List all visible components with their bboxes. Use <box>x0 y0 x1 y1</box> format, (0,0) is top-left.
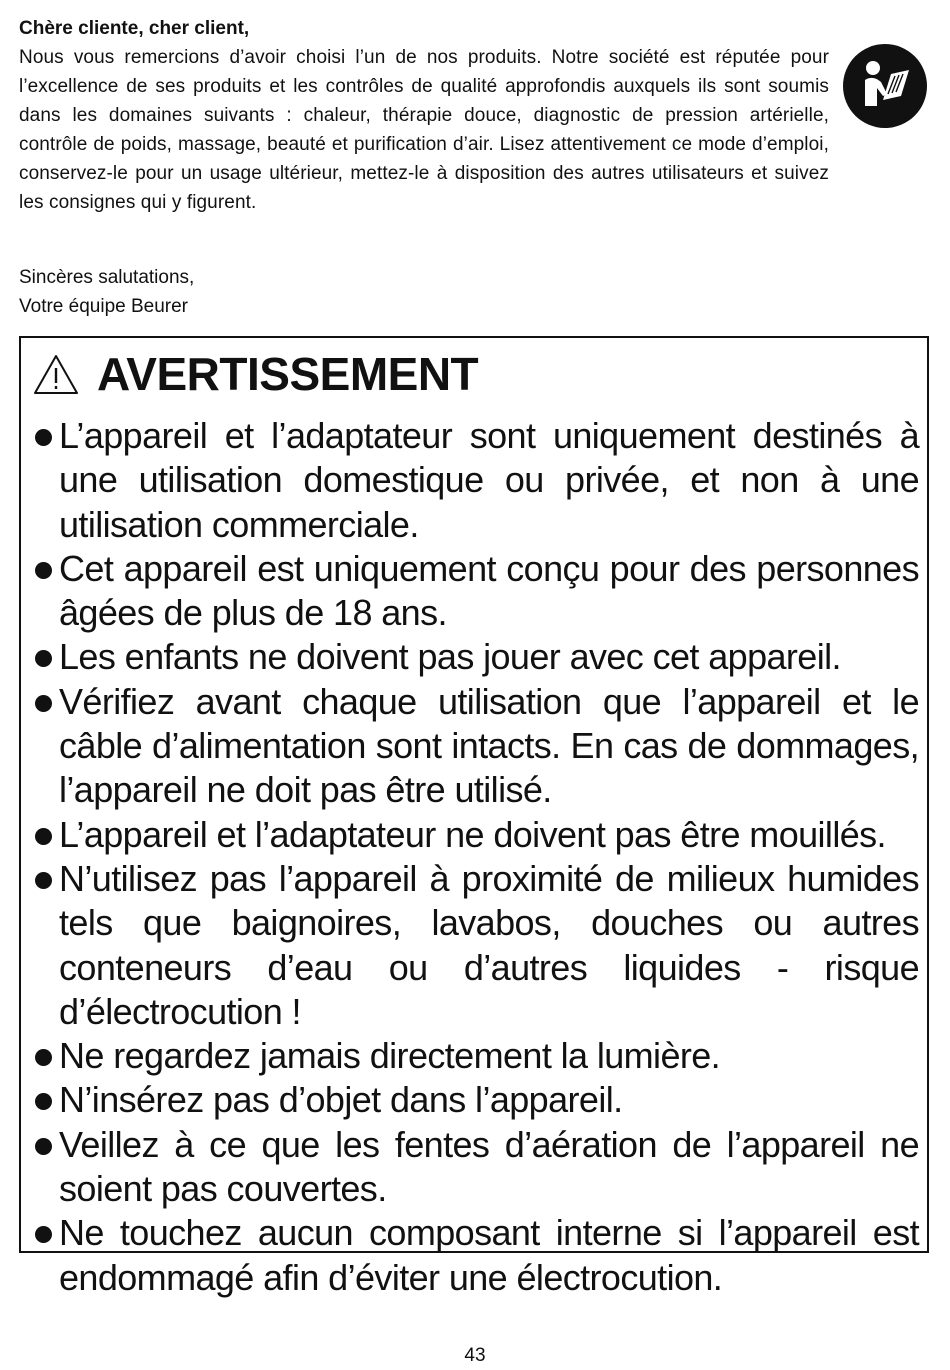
closing-salutation: Sincères salutations, <box>19 267 195 288</box>
warning-item-text: Veillez à ce que les fentes d’aération de l’appareil ne soient pas couvertes. <box>59 1123 919 1210</box>
bullet-icon <box>35 429 52 446</box>
warning-triangle-icon <box>33 353 79 395</box>
warning-list <box>33 414 919 1300</box>
warning-item-text: L’appareil et l’adaptateur sont uniquement destinés à une utilisation domestique ou privée, et non à une utilisation commerciale. <box>59 415 919 545</box>
warning-item-text: Ne touchez aucun composant interne si l’appareil est endommagé afin d’éviter une électrocution. <box>59 1212 919 1298</box>
bullet-icon <box>35 828 52 845</box>
warning-item <box>33 857 919 1034</box>
warning-header <box>33 346 478 402</box>
warning-item <box>33 547 919 636</box>
bullet-icon <box>35 695 52 712</box>
bullet-icon <box>35 1226 52 1243</box>
read-manual-icon <box>843 44 927 128</box>
warning-item-text: Vérifiez avant chaque utilisation que l’appareil et le câble d’alimentation sont intacts. En cas de dommages, l’appareil ne doit pas être utilisé. <box>59 680 919 811</box>
warning-title: AVERTISSEMENT <box>97 348 479 400</box>
greeting: Chère cliente, cher client, <box>19 18 250 39</box>
closing-signature: Votre équipe Beurer <box>19 296 189 317</box>
warning-box <box>19 336 929 1298</box>
warning-item-text: Les enfants ne doivent pas jouer avec cet appareil. <box>59 636 841 678</box>
page-number: 43 <box>464 1345 486 1366</box>
warning-item <box>33 1078 919 1122</box>
warning-item <box>33 1034 919 1078</box>
warning-item <box>33 680 919 813</box>
warning-item <box>33 1211 919 1300</box>
warning-item-text: Ne regardez jamais directement la lumière. <box>59 1035 721 1077</box>
bullet-icon <box>35 562 52 579</box>
bullet-icon <box>35 872 52 889</box>
intro-section <box>19 14 829 217</box>
warning-item-text: N’insérez pas d’objet dans l’appareil. <box>59 1079 623 1121</box>
warning-item-text: Cet appareil est uniquement conçu pour des personnes âgées de plus de 18 ans. <box>59 547 919 634</box>
warning-item <box>33 813 919 857</box>
intro-paragraph: Nous vous remercions d’avoir choisi l’un de nos produits. Notre société est réputée pour l’excellence de ses produits et les contrôles de qualité approfondis auxquels ils sont soumis dans les domaines suivants : chaleur, thérapie douce, diagnostic de pression artérielle, contrôle de poids, massage, beauté et purification d’air. Lisez attentivement ce mode d’emploi, conservez-le pour un usage ultérieur, mettez-le à disposition des autres utilisateurs et suivez les consignes qui y figurent. <box>19 47 829 213</box>
warning-item-text: L’appareil et l’adaptateur ne doivent pas être mouillés. <box>59 813 886 855</box>
closing-section <box>19 263 194 321</box>
warning-item <box>33 1123 919 1212</box>
bullet-icon <box>35 1138 52 1155</box>
warning-item <box>33 414 919 547</box>
bullet-icon <box>35 650 52 667</box>
warning-item-text: N’utilisez pas l’appareil à proximité de milieux humides tels que baignoires, lavabos, douches ou autres conteneurs d’eau ou d’autres liquides - risque d’électrocution ! <box>59 857 919 1032</box>
warning-item <box>33 635 919 679</box>
bullet-icon <box>35 1049 52 1066</box>
bullet-icon <box>35 1093 52 1110</box>
